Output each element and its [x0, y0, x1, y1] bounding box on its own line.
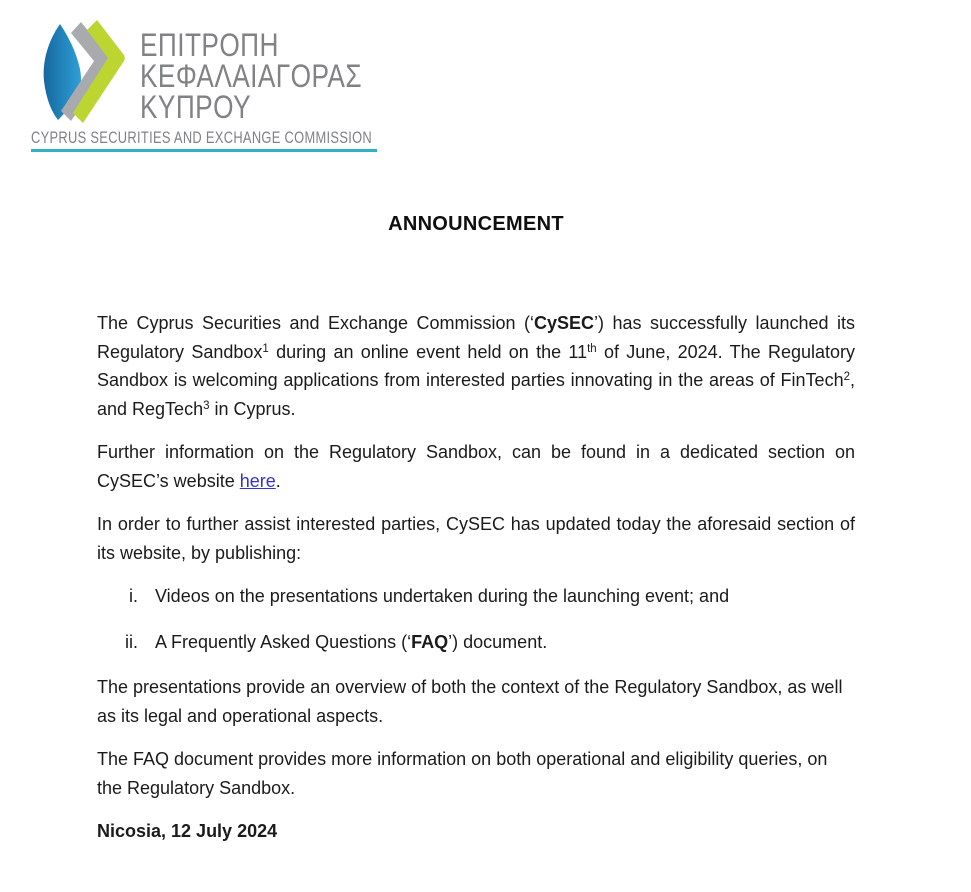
paragraph-faq-doc: The FAQ document provides more information on both operational and eligibility queries, on the Regulatory Sandbox.: [97, 749, 828, 798]
paragraph-launch-text: The Cyprus Securities and Exchange Commission (‘: [97, 313, 534, 333]
list-item: [97, 628, 855, 657]
paragraph-further-info: Further information on the Regulatory Sandbox, can be found in a dedicated section on CySEC’s website here.: [97, 442, 855, 491]
footnote-ref-1: 1: [262, 342, 269, 355]
list-item-videos: Videos on the presentations undertaken during the launching event; and: [155, 586, 730, 606]
publish-list: [97, 582, 855, 656]
logo-greek-line-1: ΕΠΙΤΡΟΠΗ: [140, 27, 279, 63]
footnote-ref-2: 2: [843, 371, 850, 383]
faq-abbreviation: FAQ: [411, 631, 449, 652]
cysec-abbreviation: CySEC: [533, 313, 595, 333]
logo-greek-line-3: ΚΥΠΡΟΥ: [140, 89, 251, 125]
paragraph-assist: In order to further assist interested parties, CySEC has updated today the aforesaid section of its website, by publishing:: [97, 514, 855, 563]
logo-greek-line-2: ΚΕΦΑΛΑΙΑΓΟΡΑΣ: [140, 58, 362, 94]
paragraph-launch: The Cyprus Securities and Exchange Commission (‘CySEC’) has successfully launched its Regulatory Sandbox$^1$ during an online event held on the 11th of June, 2024. The Regulatory Sandbox is welcoming applications from interested parties innovating in the areas of FinTech$^2$, and RegTech$^3$ in Cyprus.: [97, 313, 855, 419]
list-marker-ii: ii.: [125, 631, 138, 652]
list-item: [97, 582, 855, 611]
ordinal-th: th: [587, 342, 597, 355]
header: [0, 0, 971, 158]
signoff-date: Nicosia, 12 July 2024: [97, 821, 278, 841]
logo-greek-wordmark: [140, 27, 362, 125]
logo-tagline-rule: [31, 149, 377, 152]
footnote-ref-3: 3: [203, 399, 210, 412]
logo-tagline: CYPRUS SECURITIES AND EXCHANGE COMMISSION: [31, 129, 373, 147]
paragraph-presentations: The presentations provide an overview of both the context of the Regulatory Sandbox, as well as its legal and operational aspects.: [97, 677, 843, 726]
here-link[interactable]: here: [239, 470, 276, 491]
list-marker-i: i.: [129, 586, 138, 606]
list-item-faq: A Frequently Asked Questions (‘FAQ’) document.: [155, 631, 548, 652]
document-body: [97, 309, 855, 861]
page-title: ANNOUNCEMENT: [388, 213, 564, 235]
cysec-logo-icon: [38, 20, 126, 124]
